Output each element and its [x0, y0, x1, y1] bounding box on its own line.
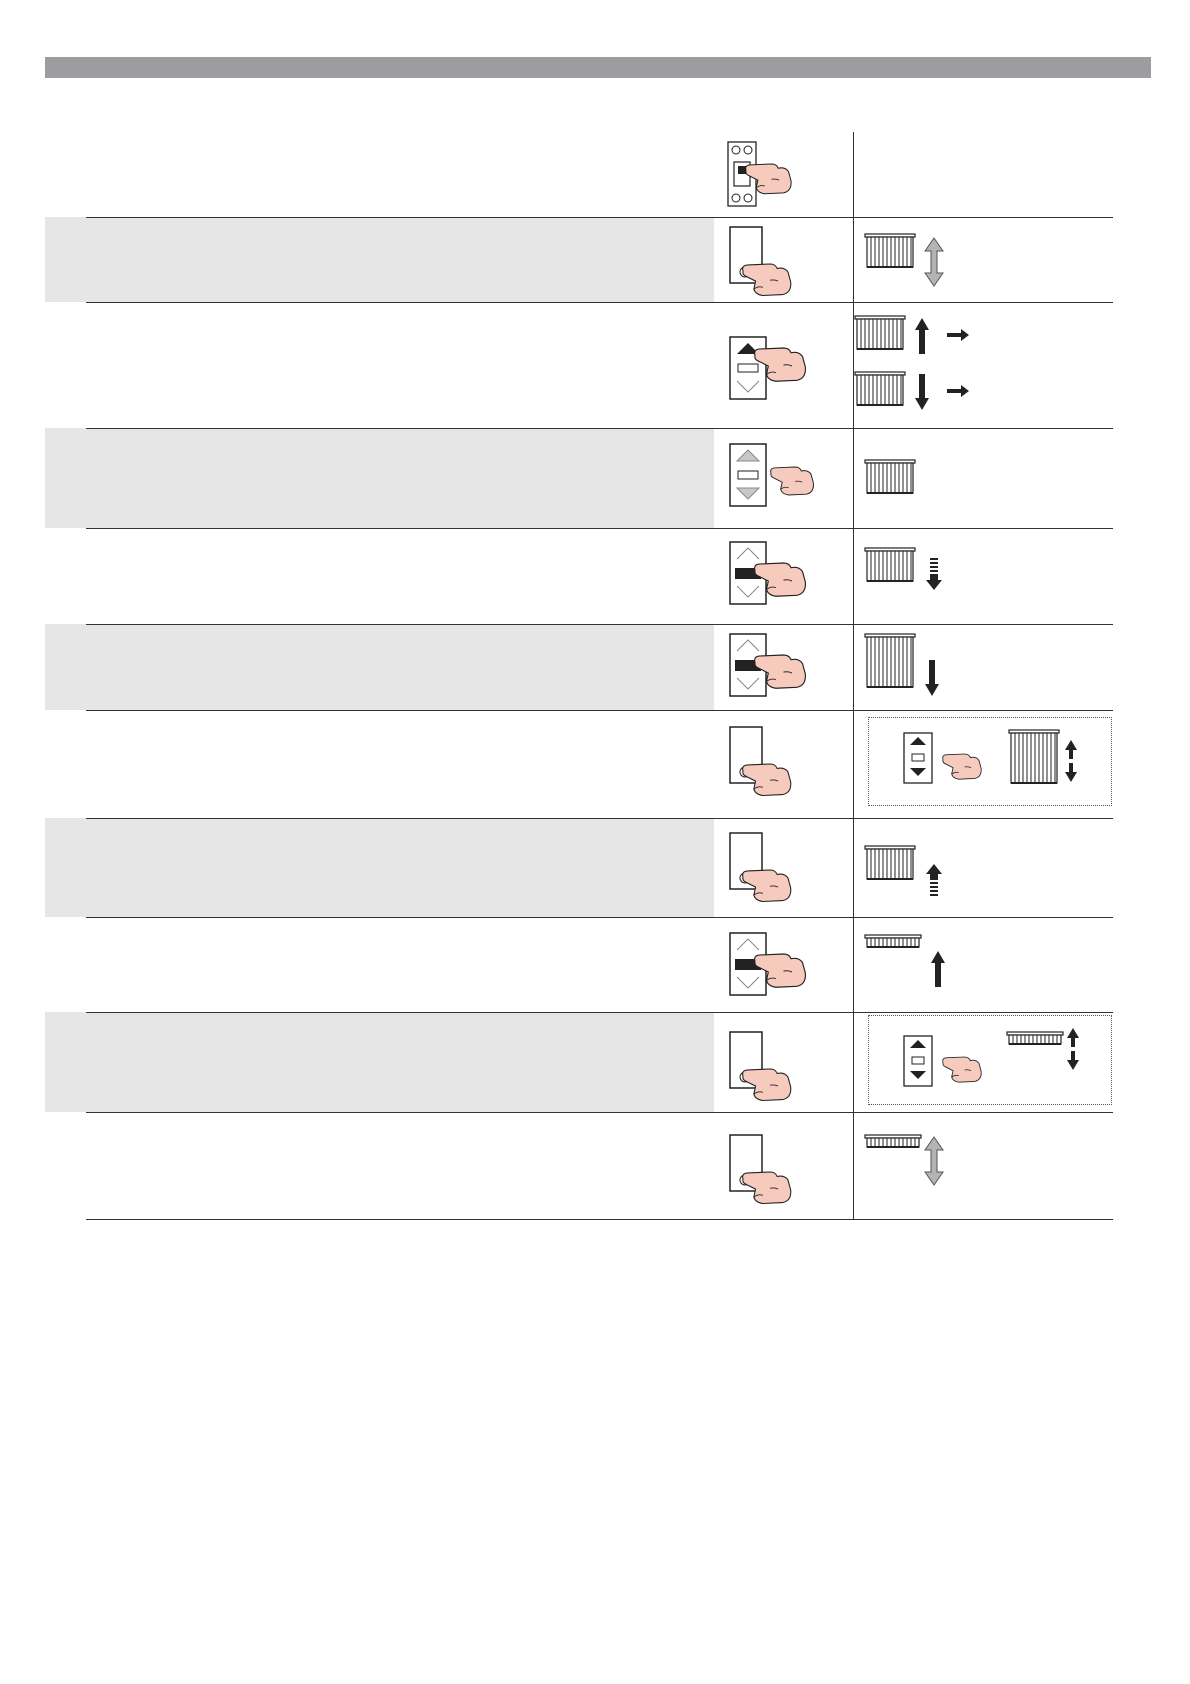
- updown-switch-stop-icon: [729, 541, 819, 611]
- wall-button-press-icon: [729, 1134, 809, 1204]
- result-detail-box: [868, 1015, 1112, 1105]
- wall-button-press-icon: [729, 726, 809, 796]
- row-divider: [86, 710, 1113, 711]
- shutter-up-steps-icon: [865, 846, 955, 902]
- row-divider: [86, 428, 1113, 429]
- shutter-closed-down-icon: [865, 634, 955, 700]
- row-divider: [86, 302, 1113, 303]
- row-divider: [86, 1219, 1113, 1220]
- row-divider: [86, 624, 1113, 625]
- row-shade-6: [45, 624, 714, 710]
- row-divider: [86, 1112, 1113, 1113]
- wall-button-press-icon: [729, 1031, 809, 1101]
- header-bar: [45, 57, 1151, 78]
- breaker-switch-icon: [726, 140, 796, 210]
- shutter-up-arrow-icon: [855, 316, 975, 356]
- shutter-stopped-icon: [865, 460, 925, 500]
- row-divider: [86, 528, 1113, 529]
- result-detail-box: [868, 717, 1112, 806]
- row-divider: [86, 1012, 1113, 1013]
- row-divider: [86, 217, 1113, 218]
- shutter-open-up-icon: [865, 935, 955, 991]
- updown-switch-stop-icon: [729, 633, 819, 703]
- row-shade-8: [45, 818, 714, 917]
- updown-switch-point-icon: [729, 443, 819, 513]
- updown-switch-up-icon: [729, 336, 819, 406]
- column-divider: [853, 132, 854, 1219]
- shutter-down-arrow-icon: [855, 372, 975, 412]
- row-divider: [86, 917, 1113, 918]
- row-shade-4: [45, 428, 714, 528]
- shutter-updown-grey-icon: [865, 234, 955, 290]
- updown-switch-stop-icon: [729, 932, 819, 1002]
- wall-button-press-icon: [729, 226, 809, 296]
- shutter-small-updown-grey-icon: [865, 1135, 955, 1191]
- wall-button-press-icon: [729, 832, 809, 902]
- shutter-down-steps-icon: [865, 548, 955, 598]
- row-shade-10: [45, 1012, 714, 1112]
- row-divider: [86, 818, 1113, 819]
- row-shade-2: [45, 217, 714, 302]
